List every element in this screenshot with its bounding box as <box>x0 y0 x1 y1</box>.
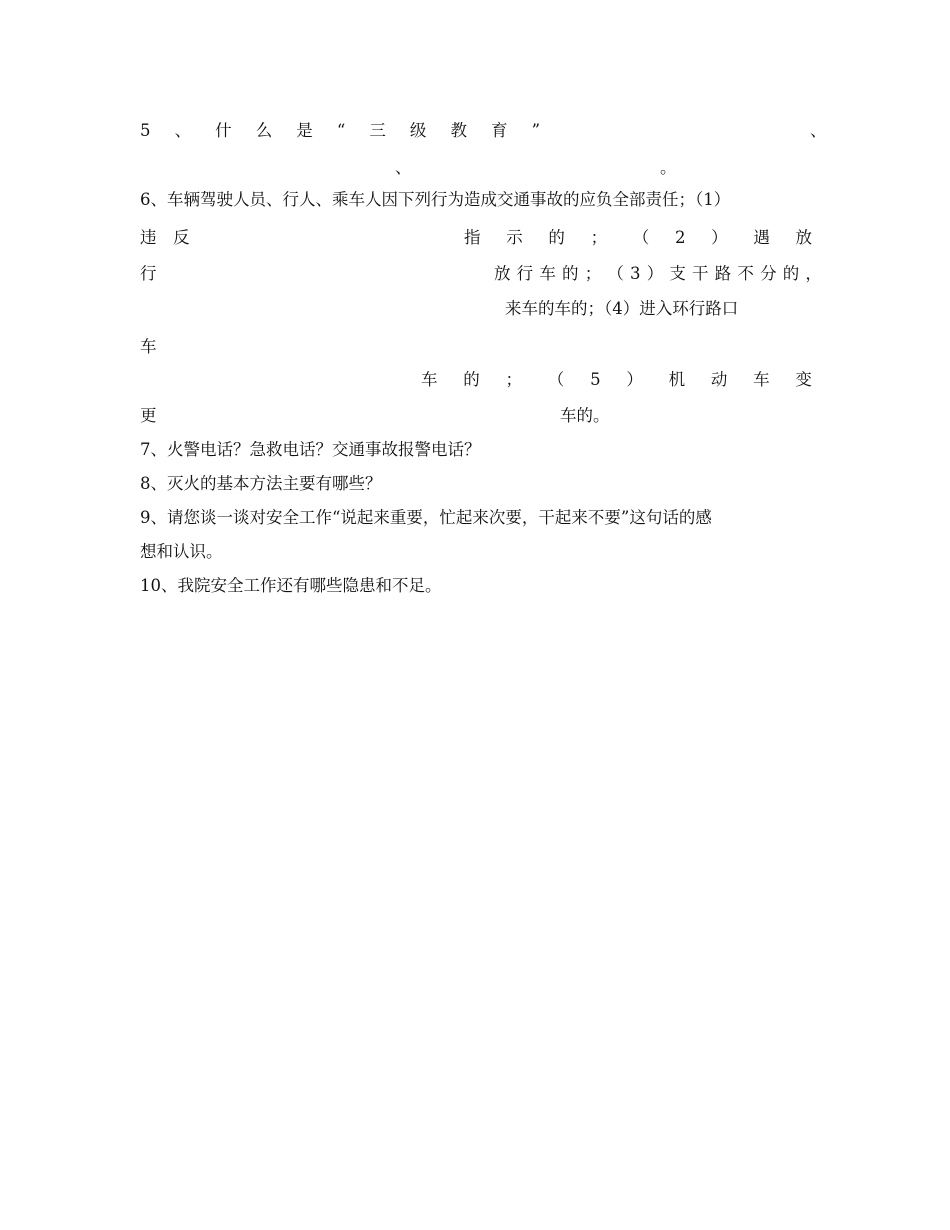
q6-char: ； <box>590 228 608 247</box>
q5-char: ” <box>531 121 540 140</box>
q6-char: 放 <box>795 228 812 247</box>
q6-char: 的 <box>548 228 565 247</box>
q5-char: 级 <box>409 121 427 140</box>
q6-char: 5 <box>590 370 601 389</box>
q6-char: 3 <box>630 264 641 283</box>
q6-char: 的 <box>463 370 480 389</box>
q6-char: 支 <box>669 264 686 283</box>
q6-char: 不 <box>737 264 754 283</box>
q6-char: 车 <box>539 264 556 283</box>
q6-line7-end: 车的。 <box>560 406 610 425</box>
q6-char: ） <box>626 370 643 389</box>
q5-char: 什 <box>215 121 232 140</box>
q6-char: ； <box>584 264 602 283</box>
q6-char: 机 <box>668 370 686 389</box>
q6-char: 遇 <box>753 228 770 247</box>
q6-char: 指 <box>464 228 481 247</box>
q7-text: 7、火警电话？急救电话？交通事故报警电话？ <box>140 440 481 459</box>
q6-line2-end <box>464 227 812 249</box>
q5-char: 5 <box>140 121 151 140</box>
q5-char: 、 <box>174 121 192 140</box>
q6-char: 干 <box>692 264 709 283</box>
q5-line2-end: 。 <box>660 158 677 177</box>
q6-char: 变 <box>795 370 812 389</box>
q6-line4-end: 来车的车的；（4）进入环行路口 <box>505 299 739 318</box>
q6-char: 的 <box>562 264 579 283</box>
q6-char: ， <box>805 264 822 283</box>
q5-line1 <box>140 120 540 142</box>
q6-char: 的 <box>782 264 800 283</box>
q6-char: 车 <box>753 370 770 389</box>
q6-line2-start: 违 反 <box>140 228 190 247</box>
q6-char: （ <box>632 228 650 247</box>
q6-char: 行 <box>516 264 534 283</box>
q6-char: 车 <box>421 370 438 389</box>
q5-char: “ <box>336 121 346 140</box>
q6-char: 动 <box>710 370 728 389</box>
q6-line6-end <box>421 369 812 391</box>
q6-char: ） <box>646 264 664 283</box>
q6-line3-start: 行 <box>140 264 157 283</box>
q6-char: 放 <box>494 264 511 283</box>
q5-line1-end: 、 <box>810 121 827 140</box>
q5-line2-mid: 、 <box>395 158 412 177</box>
q6-char: 分 <box>760 264 777 283</box>
q5-char: 育 <box>491 121 508 140</box>
q6-char: （ <box>607 264 624 283</box>
q6-line3-end <box>494 263 822 285</box>
q10-text: 10、我院安全工作还有哪些隐患和不足。 <box>140 576 442 595</box>
q6-char: 2 <box>674 228 686 247</box>
q6-line1: 6、车辆驾驶人员、行人、乘车人因下列行为造成交通事故的应负全部责任；（1） <box>140 190 731 209</box>
q5-char: 么 <box>255 121 273 140</box>
q6-char: （ <box>547 370 565 389</box>
q5-char: 教 <box>450 121 467 140</box>
q6-char: 示 <box>506 228 523 247</box>
q6-char: ） <box>711 228 728 247</box>
q8-text: 8、灭火的基本方法主要有哪些？ <box>140 474 382 493</box>
q6-char: ； <box>505 370 523 389</box>
q5-char: 三 <box>369 121 386 140</box>
q9-line1: 9、请您谈一谈对安全工作“说起来重要，忙起来次要，干起来不要”这句话的感 <box>140 508 712 527</box>
q9-line2: 想和认识。 <box>140 542 223 561</box>
q6-char: 路 <box>714 264 732 283</box>
q6-line5-start: 车 <box>140 337 157 356</box>
q6-line7-start: 更 <box>140 406 157 425</box>
q5-char: 是 <box>296 121 313 140</box>
